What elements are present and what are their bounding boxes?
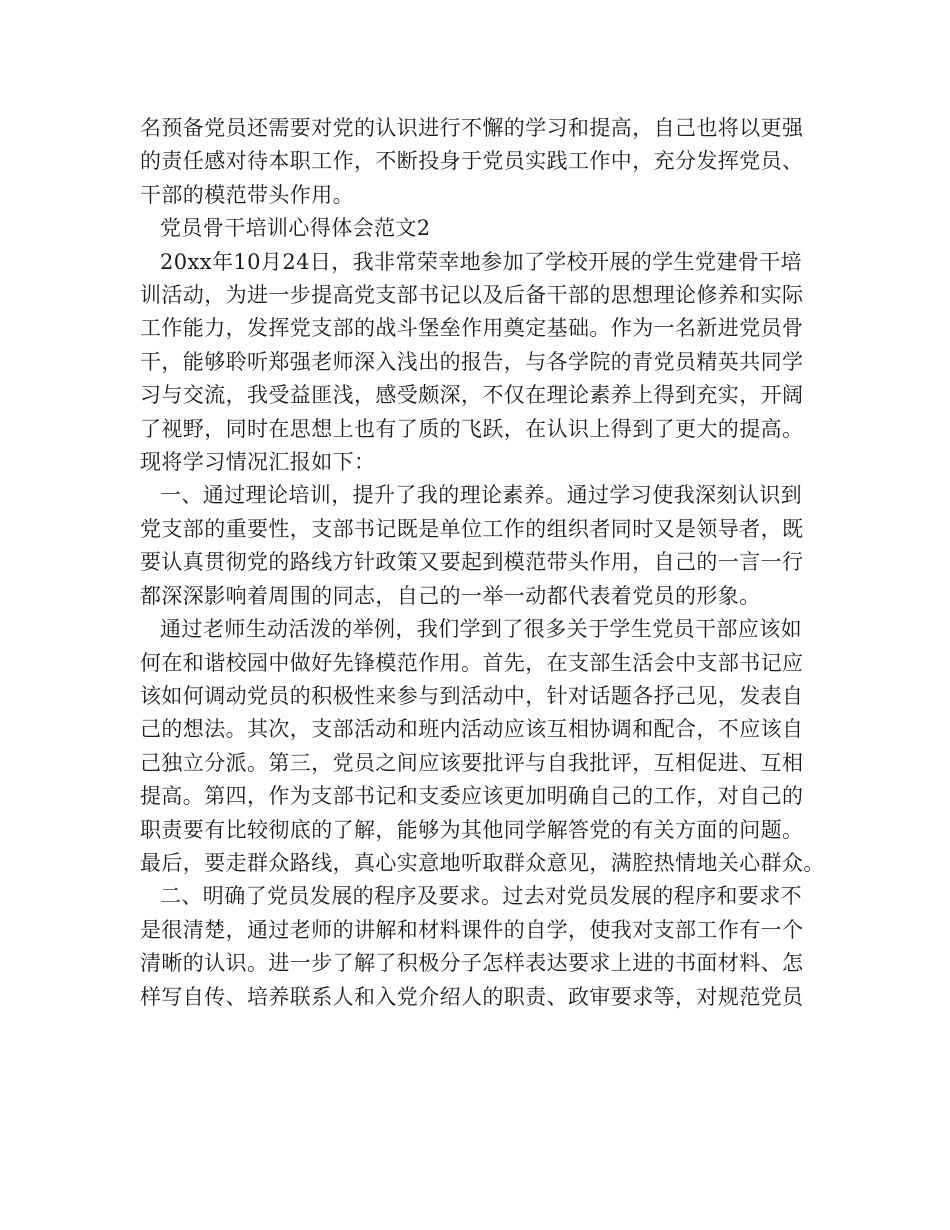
text-line: 职责要有比较彻底的了解，能够为其他同学解答党的有关方面的问题。 <box>140 817 804 842</box>
text-line: 二、明确了党员发展的程序及要求。过去对党员发展的程序和要求不 <box>160 884 802 909</box>
text-line: 干部的模范带头作用。 <box>140 182 354 207</box>
text-line: 的责任感对待本职工作，不断投身于党员实践工作中，充分发挥党员、 <box>140 149 804 174</box>
text-line: 名预备党员还需要对党的认识进行不懈的学习和提高，自己也将以更强 <box>140 116 804 140</box>
text-line: 己独立分派。第三，党员之间应该要批评与自我批评，互相促进、互相 <box>140 750 804 775</box>
text-line: 了视野，同时在思想上也有了质的飞跃，在认识上得到了更大的提高。 <box>140 416 804 441</box>
text-line: 该如何调动党员的积极性来参与到活动中，针对话题各抒己见，发表自 <box>140 683 804 708</box>
text-line: 己的想法。其次，支部活动和班内活动应该互相协调和配合，不应该自 <box>140 717 804 742</box>
text-line: 党支部的重要性，支部书记既是单位工作的组织者同时又是领导者，既 <box>140 516 804 541</box>
text-line: 干，能够聆听郑强老师深入浅出的报告，与各学院的青党员精英共同学 <box>140 349 804 374</box>
section-heading: 党员骨干培训心得体会范文2 <box>160 216 431 241</box>
text-line: 20xx年10月24日，我非常荣幸地参加了学校开展的学生党建骨干培 <box>160 249 803 274</box>
text-line: 样写自传、培养联系人和入党介绍人的职责、政审要求等，对规范党员 <box>140 984 804 1009</box>
text-line: 工作能力，发挥党支部的战斗堡垒作用奠定基础。作为一名新进党员骨 <box>140 316 804 341</box>
text-line: 清晰的认识。进一步了解了积极分子怎样表达要求上进的书面材料、怎 <box>140 951 804 976</box>
text-line: 训活动，为进一步提高党支部书记以及后备干部的思想理论修养和实际 <box>140 283 804 308</box>
text-line: 一、通过理论培训，提升了我的理论素养。通过学习使我深刻认识到 <box>160 483 802 508</box>
text-line: 提高。第四，作为支部书记和支委应该更加明确自己的工作，对自己的 <box>140 784 804 809</box>
document-body <box>140 112 825 1014</box>
text-line: 何在和谐校园中做好先锋模范作用。首先，在支部生活会中支部书记应 <box>140 650 804 675</box>
text-line: 要认真贯彻党的路线方针政策又要起到模范带头作用，自己的一言一行 <box>140 550 804 575</box>
text-line: 是很清楚，通过老师的讲解和材料课件的自学，使我对支部工作有一个 <box>140 917 804 942</box>
text-line: 都深深影响着周围的同志，自己的一举一动都代表着党员的形象。 <box>140 583 761 608</box>
text-line: 习与交流，我受益匪浅，感受颇深，不仅在理论素养上得到充实，开阔 <box>140 383 804 408</box>
text-line: 最后，要走群众路线，真心实意地听取群众意见，满腔热情地关心群众。 <box>140 850 825 875</box>
text-line: 通过老师生动活泼的举例，我们学到了很多关于学生党员干部应该如 <box>160 617 802 642</box>
text-line: 现将学习情况汇报如下： <box>140 450 376 475</box>
